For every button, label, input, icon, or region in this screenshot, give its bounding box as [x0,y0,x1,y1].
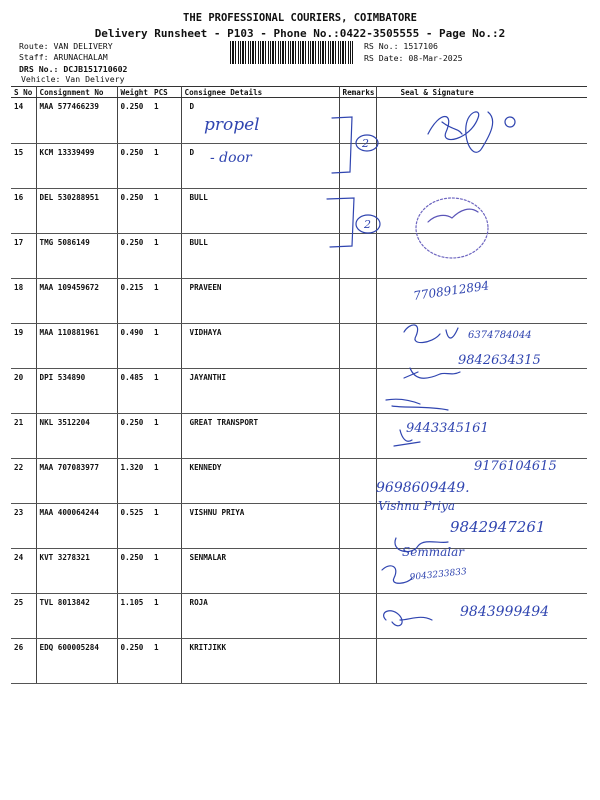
row-consignment: MAA 707083977 [36,459,117,504]
rs-date: RS Date: 08-Mar-2025 [364,53,463,63]
col-consignee: Consignee Details [181,87,339,98]
row-consignment: DPI 534890 [36,369,117,414]
row-sno: 16 [11,189,36,234]
signature-21 [386,399,448,410]
row-weight: 1.320 [117,459,151,504]
row-weight: 0.250 [117,234,151,279]
row-sno: 24 [11,549,36,594]
row-sno: 23 [11,504,36,549]
row-weight: 0.250 [117,639,151,684]
vehicle-label: Vehicle: Van Delivery [21,74,125,84]
row-consignment: KVT 3278321 [36,549,117,594]
handwritten-phone-18: 7708912894 [412,278,491,303]
row-consignment: DEL 530288951 [36,189,117,234]
remarks-count-2: 2 [364,218,371,231]
row-consignee: D [181,98,339,144]
row-weight: 0.250 [117,144,151,189]
handwritten-phone-22a: 9443345161 [406,421,489,436]
row-consignment: KCM 13339499 [36,144,117,189]
row-consignee: KENNEDY [181,459,339,504]
route-label: Route: VAN DELIVERY [19,41,113,51]
runsheet-subtitle: Delivery Runsheet - P103 - Phone No.:0422-3505555 - Page No.:2 [94,27,506,40]
row-consignment: TMG 5086149 [36,234,117,279]
remarks-bracket-2 [327,198,354,247]
signature-26 [384,611,432,626]
row-pcs: 1 [151,144,181,189]
rs-number: RS No.: 1517106 [364,41,438,51]
row-consignee: BULL [181,234,339,279]
row-pcs: 1 [151,98,181,144]
row-weight: 0.215 [117,279,151,324]
col-consignment: Consignment No [36,87,117,98]
handwritten-phone-22b: 9176104615 [474,459,557,474]
handwritten-phone-19: 6374784044 [468,330,532,341]
row-sno: 14 [11,98,36,144]
row-sno: 22 [11,459,36,504]
row-weight: 0.490 [117,324,151,369]
col-pcs: PCS [151,87,181,98]
row-consignee: SENMALAR [181,549,339,594]
row-pcs: 1 [151,504,181,549]
row-weight: 0.250 [117,549,151,594]
row-consignee: BULL [181,189,339,234]
row-weight: 0.250 [117,414,151,459]
row-pcs: 1 [151,549,181,594]
signature-19 [404,325,458,343]
col-signature: Seal & Signature [376,87,587,98]
handwriting-propel: propel [204,115,260,135]
handwritten-phone-20: 9842634315 [458,353,541,368]
col-sno: S No [11,87,36,98]
row-weight: 0.250 [117,189,151,234]
row-consignee: PRAVEEN [181,279,339,324]
company-seal [416,198,488,258]
row-consignee: D [181,144,339,189]
row-sno: 26 [11,639,36,684]
row-weight: 0.525 [117,504,151,549]
row-weight: 0.485 [117,369,151,414]
signature-25 [382,566,412,583]
row-pcs: 1 [151,594,181,639]
handwritten-phone-23: 9698609449. [376,480,470,496]
row-sno: 21 [11,414,36,459]
row-consignment: MAA 110881961 [36,324,117,369]
row-sno: 25 [11,594,36,639]
row-sno: 17 [11,234,36,279]
handwriting-door: - door [210,150,252,166]
row-consignment: TVL 8013842 [36,594,117,639]
row-consignment: NKL 3512204 [36,414,117,459]
row-pcs: 1 [151,459,181,504]
row-sno: 19 [11,324,36,369]
row-sno: 20 [11,369,36,414]
handwritten-phone-26: 9843999494 [460,604,550,620]
row-consignee: JAYANTHI [181,369,339,414]
row-consignee: GREAT TRANSPORT [181,414,339,459]
row-consignee: VISHNU PRIYA [181,504,339,549]
row-pcs: 1 [151,324,181,369]
handwritten-name-24: Semmalar [402,545,464,559]
col-weight: Weight [117,87,151,98]
handwritten-phone-24: 9842947261 [450,518,546,536]
row-sno: 15 [11,144,36,189]
seal-scribble [428,209,478,222]
row-consignee: VIDHAYA [181,324,339,369]
row-pcs: 1 [151,279,181,324]
row-consignee: ROJA [181,594,339,639]
row-pcs: 1 [151,369,181,414]
row-weight: 1.105 [117,594,151,639]
row-sno: 18 [11,279,36,324]
remarks-bracket-1 [332,117,352,173]
drs-label: DRS No.: DCJB151710602 [19,64,128,74]
row-weight: 0.250 [117,98,151,144]
remarks-count-1: 2 [362,137,369,150]
row-consignment: MAA 109459672 [36,279,117,324]
col-remarks: Remarks [339,87,376,98]
row-pcs: 1 [151,639,181,684]
company-title: THE PROFESSIONAL COURIERS, COIMBATORE [183,12,417,24]
staff-label: Staff: ARUNACHALAM [19,52,108,62]
row-consignment: MAA 400064244 [36,504,117,549]
row-consignment: MAA 577466239 [36,98,117,144]
signature-20 [404,368,460,378]
handwritten-name-23: Vishnu Priya [378,499,456,513]
row-consignment: EDQ 600005284 [36,639,117,684]
row-pcs: 1 [151,414,181,459]
row-pcs: 1 [151,189,181,234]
row-consignee: KRITJIKK [181,639,339,684]
row-pcs: 1 [151,234,181,279]
handwritten-phone-25: 9043233833 [409,567,468,583]
